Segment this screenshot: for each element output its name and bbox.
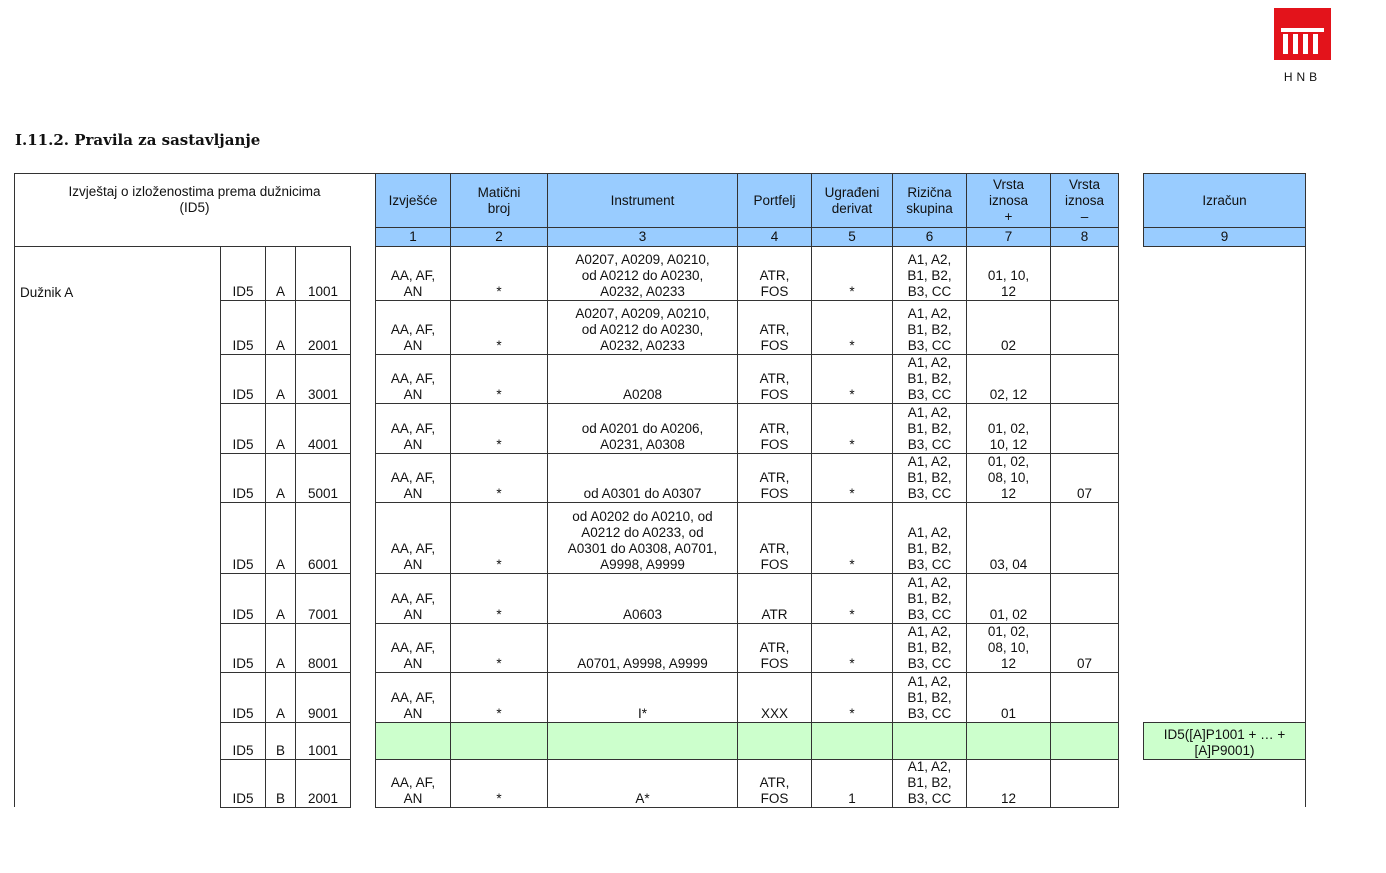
table-cell: A0208	[547, 354, 738, 404]
table-cell: 07	[1050, 623, 1119, 673]
table-cell: ATR, FOS	[737, 502, 812, 574]
table-cell	[1050, 246, 1119, 301]
table-left-border	[14, 173, 15, 807]
report-title: Izvještaj o izloženostima prema dužnicima (ID5)	[68, 184, 321, 215]
row-code: 5001	[295, 453, 351, 503]
row-code: 2001	[295, 300, 351, 355]
table-cell	[1050, 354, 1119, 404]
column-number: 1	[375, 227, 451, 247]
table-cell: *	[811, 453, 893, 503]
column-number-calc: 9	[1143, 227, 1306, 247]
column-header: Vrsta iznosa +	[966, 173, 1051, 228]
table-cell: *	[450, 246, 548, 301]
table-cell: ATR, FOS	[737, 300, 812, 355]
column-header: Instrument	[547, 173, 738, 228]
table-cell: *	[811, 354, 893, 404]
row-code: 3001	[295, 354, 351, 404]
table-cell: od A0201 do A0206, A0231, A0308	[547, 403, 738, 454]
table-cell: *	[450, 759, 548, 808]
row-code: ID5	[220, 623, 266, 673]
table-cell: *	[450, 623, 548, 673]
table-cell: 01	[966, 672, 1051, 723]
row-code: A	[265, 573, 296, 624]
table-cell: od A0301 do A0307	[547, 453, 738, 503]
row-code: ID5	[220, 759, 266, 808]
table-cell: A1, A2, B1, B2, B3, CC	[892, 246, 967, 301]
table-cell: ATR, FOS	[737, 759, 812, 808]
row-code: A	[265, 672, 296, 723]
table-cell: A0207, A0209, A0210, od A0212 do A0230, A0232, A0233	[547, 300, 738, 355]
table-cell: AA, AF, AN	[375, 502, 451, 574]
row-code: 1001	[295, 246, 351, 301]
column-number: 4	[737, 227, 812, 247]
row-code: ID5	[220, 300, 266, 355]
table-cell: AA, AF, AN	[375, 623, 451, 673]
table-cell: AA, AF, AN	[375, 759, 451, 808]
table-cell: A1, A2, B1, B2, B3, CC	[892, 623, 967, 673]
table-cell: *	[811, 403, 893, 454]
table-cell: AA, AF, AN	[375, 403, 451, 454]
section-title: I.11.2. Pravila za sastavljanje	[15, 131, 261, 149]
table-cell: *	[811, 672, 893, 723]
table-cell: *	[450, 354, 548, 404]
row-code: 9001	[295, 672, 351, 723]
column-header: Rizična skupina	[892, 173, 967, 228]
row-code: A	[265, 246, 296, 301]
column-number: 6	[892, 227, 967, 247]
column-number: 8	[1050, 227, 1119, 247]
table-cell	[1050, 573, 1119, 624]
table-cell	[966, 722, 1051, 760]
row-code: 1001	[295, 722, 351, 760]
table-cell	[547, 722, 738, 760]
row-code: ID5	[220, 453, 266, 503]
table-cell: A0701, A9998, A9999	[547, 623, 738, 673]
table-cell: od A0202 do A0210, od A0212 do A0233, od A0301 do A0308, A0701, A9998, A9999	[547, 502, 738, 574]
table-cell: A*	[547, 759, 738, 808]
row-code: ID5	[220, 502, 266, 574]
table-cell: 02	[966, 300, 1051, 355]
calc-cell: ID5([A]P1001 + … + [A]P9001)	[1143, 722, 1306, 760]
table-cell: 01, 02, 08, 10, 12	[966, 453, 1051, 503]
table-cell: AA, AF, AN	[375, 246, 451, 301]
column-header: Izvješće	[375, 173, 451, 228]
column-number: 5	[811, 227, 893, 247]
table-cell: A1, A2, B1, B2, B3, CC	[892, 453, 967, 503]
row-code: ID5	[220, 672, 266, 723]
table-cell: *	[450, 300, 548, 355]
row-code: A	[265, 502, 296, 574]
table-cell: AA, AF, AN	[375, 300, 451, 355]
table-cell	[737, 722, 812, 760]
table-cell	[811, 722, 893, 760]
table-cell: A1, A2, B1, B2, B3, CC	[892, 573, 967, 624]
row-code: A	[265, 354, 296, 404]
table-cell: XXX	[737, 672, 812, 723]
row-code: A	[265, 300, 296, 355]
row-code: A	[265, 453, 296, 503]
row-code: ID5	[220, 354, 266, 404]
logo-text: HNB	[1283, 70, 1322, 84]
table-cell: I*	[547, 672, 738, 723]
column-number: 2	[450, 227, 548, 247]
row-code: 6001	[295, 502, 351, 574]
table-cell: ATR, FOS	[737, 246, 812, 301]
debtor-label: Dužnik A	[20, 285, 74, 300]
table-cell: *	[450, 672, 548, 723]
table-cell: A0603	[547, 573, 738, 624]
row-code: 7001	[295, 573, 351, 624]
table-cell: 1	[811, 759, 893, 808]
row-code: ID5	[220, 403, 266, 454]
table-cell: 12	[966, 759, 1051, 808]
table-cell: 01, 10, 12	[966, 246, 1051, 301]
table-cell: ATR, FOS	[737, 453, 812, 503]
table-cell: *	[811, 623, 893, 673]
column-header: Matični broj	[450, 173, 548, 228]
column-header-calc: Izračun	[1143, 173, 1306, 228]
table-cell: *	[450, 403, 548, 454]
table-cell: AA, AF, AN	[375, 453, 451, 503]
table-cell: A1, A2, B1, B2, B3, CC	[892, 759, 967, 808]
table-cell: *	[811, 300, 893, 355]
row-code: 4001	[295, 403, 351, 454]
table-cell: ATR	[737, 573, 812, 624]
column-number: 3	[547, 227, 738, 247]
table-cell	[1050, 403, 1119, 454]
row-code: ID5	[220, 246, 266, 301]
table-cell	[1050, 759, 1119, 808]
table-cell: A0207, A0209, A0210, od A0212 do A0230, A0232, A0233	[547, 246, 738, 301]
table-cell: 07	[1050, 453, 1119, 503]
table-cell: *	[450, 453, 548, 503]
row-code: B	[265, 722, 296, 760]
table-cell	[1050, 672, 1119, 723]
table-cell: ATR, FOS	[737, 403, 812, 454]
column-number: 7	[966, 227, 1051, 247]
row-code: 2001	[295, 759, 351, 808]
table-cell: A1, A2, B1, B2, B3, CC	[892, 502, 967, 574]
table-cell	[1050, 722, 1119, 760]
table-cell: AA, AF, AN	[375, 672, 451, 723]
table-cell: A1, A2, B1, B2, B3, CC	[892, 403, 967, 454]
table-cell: *	[450, 573, 548, 624]
table-cell: ATR, FOS	[737, 623, 812, 673]
table-cell: *	[811, 246, 893, 301]
table-cell: *	[450, 502, 548, 574]
column-header: Ugrađeni derivat	[811, 173, 893, 228]
table-cell: 01, 02, 08, 10, 12	[966, 623, 1051, 673]
table-cell: AA, AF, AN	[375, 354, 451, 404]
row-code: ID5	[220, 573, 266, 624]
table-cell: A1, A2, B1, B2, B3, CC	[892, 354, 967, 404]
table-cell: 01, 02, 10, 12	[966, 403, 1051, 454]
table-cell: 03, 04	[966, 502, 1051, 574]
table-cell: *	[811, 502, 893, 574]
table-cell: *	[811, 573, 893, 624]
table-cell	[1050, 502, 1119, 574]
table-cell	[892, 722, 967, 760]
table-cell	[450, 722, 548, 760]
table-cell: 01, 02	[966, 573, 1051, 624]
table-cell: ATR, FOS	[737, 354, 812, 404]
table-right-border	[1305, 173, 1306, 807]
column-header: Vrsta iznosa –	[1050, 173, 1119, 228]
column-header: Portfelj	[737, 173, 812, 228]
hnb-logo	[1274, 8, 1331, 60]
table-cell	[375, 722, 451, 760]
row-code: A	[265, 403, 296, 454]
row-code: 8001	[295, 623, 351, 673]
table-cell: AA, AF, AN	[375, 573, 451, 624]
table-cell: A1, A2, B1, B2, B3, CC	[892, 672, 967, 723]
row-code: B	[265, 759, 296, 808]
row-code: A	[265, 623, 296, 673]
table-cell: A1, A2, B1, B2, B3, CC	[892, 300, 967, 355]
row-code: ID5	[220, 722, 266, 760]
table-cell: 02, 12	[966, 354, 1051, 404]
table-cell	[1050, 300, 1119, 355]
